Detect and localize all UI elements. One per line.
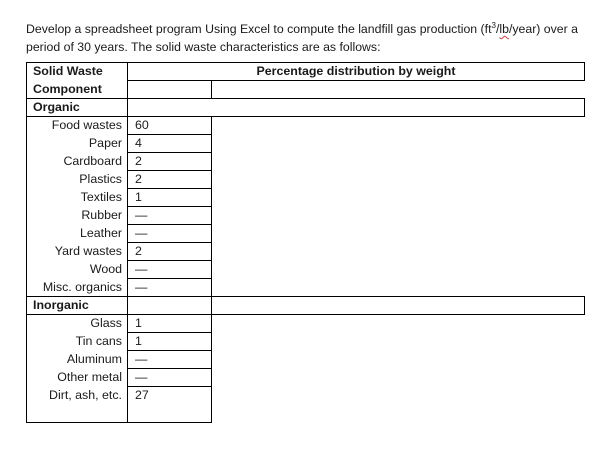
component-value: — bbox=[135, 370, 148, 384]
table-border bbox=[211, 98, 585, 99]
component-name: Dirt, ash, etc. bbox=[49, 388, 122, 402]
table-border bbox=[26, 296, 585, 297]
table-border bbox=[127, 98, 212, 99]
component-name: Cardboard bbox=[63, 154, 122, 168]
header-component-line2: Component bbox=[33, 82, 102, 96]
component-name: Leather bbox=[79, 226, 122, 240]
table-border bbox=[211, 116, 212, 423]
instruction-paragraph bbox=[26, 17, 586, 56]
component-name: Tin cans bbox=[75, 334, 122, 348]
component-value: — bbox=[135, 208, 148, 222]
component-name: Glass bbox=[90, 316, 122, 330]
table-border bbox=[584, 296, 585, 315]
component-name: Misc. organics bbox=[42, 280, 122, 294]
table-border bbox=[211, 80, 212, 99]
table-border bbox=[127, 80, 585, 81]
component-value: 1 bbox=[135, 190, 142, 204]
component-name: Food wastes bbox=[51, 118, 122, 132]
unit-lb: lb bbox=[499, 22, 509, 37]
component-name: Wood bbox=[89, 262, 122, 276]
component-name: Plastics bbox=[79, 172, 122, 186]
header-percentage-distribution: Percentage distribution by weight bbox=[256, 64, 456, 78]
component-name: Other metal bbox=[57, 370, 122, 384]
table-border bbox=[584, 62, 585, 81]
component-value: 2 bbox=[135, 172, 142, 186]
component-value: 2 bbox=[135, 244, 142, 258]
component-name: Rubber bbox=[81, 208, 122, 222]
component-value: 1 bbox=[135, 334, 142, 348]
section-inorganic: Inorganic bbox=[33, 298, 89, 312]
component-value: 4 bbox=[135, 136, 142, 150]
component-value: — bbox=[135, 280, 148, 294]
component-name: Textiles bbox=[80, 190, 122, 204]
component-value: 2 bbox=[135, 154, 142, 168]
component-value: 27 bbox=[135, 388, 149, 402]
cubic-exponent: 3 bbox=[491, 21, 496, 30]
component-name: Paper bbox=[88, 136, 122, 150]
table-border bbox=[26, 422, 212, 423]
section-organic: Organic bbox=[33, 100, 80, 114]
component-value: — bbox=[135, 262, 148, 276]
table-border bbox=[26, 62, 27, 423]
component-value: — bbox=[135, 226, 148, 240]
unit-slash: / bbox=[495, 22, 500, 37]
instruction-text-part2: /year) over a period of 30 years. The solid waste characteristics are as follows: bbox=[26, 22, 578, 55]
component-value: — bbox=[135, 352, 148, 366]
component-name: Yard wastes bbox=[54, 244, 122, 258]
component-name: Aluminum bbox=[66, 352, 122, 366]
component-value: 60 bbox=[135, 118, 149, 132]
instruction-text-part1: Develop a spreadsheet program Using Excel to compute the landfill gas production (ft bbox=[26, 22, 492, 37]
header-component-line1: Solid Waste bbox=[33, 64, 103, 78]
table-border bbox=[584, 98, 585, 117]
component-value: 1 bbox=[135, 316, 142, 330]
